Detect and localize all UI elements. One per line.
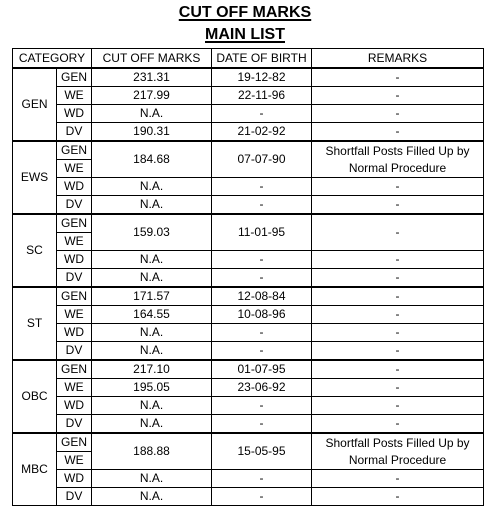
category-cell: OBC [13,360,57,433]
marks-cell: N.A. [92,415,212,434]
table-row [13,287,484,306]
header-remarks: REMARKS [312,49,484,69]
remarks-cell: - [312,360,484,379]
sub-category-cell: GEN [57,360,92,379]
table-row [13,214,484,233]
sub-category-cell: WD [57,470,92,488]
remarks-cell: - [312,214,484,251]
sub-category-cell: WE [57,452,92,470]
dob-cell: 23-06-92 [212,379,312,397]
marks-cell: N.A. [92,105,212,123]
sub-category-cell: WD [57,397,92,415]
remarks-cell: - [312,87,484,105]
category-cell: MBC [13,433,57,506]
category-cell: EWS [13,141,57,214]
sub-category-cell: WE [57,306,92,324]
remarks-cell: - [312,470,484,488]
dob-cell: 07-07-90 [212,141,312,178]
remarks-cell: Shortfall Posts Filled Up by Normal Procedure [312,433,484,470]
category-cell: GEN [13,68,57,141]
marks-cell: N.A. [92,342,212,361]
marks-cell: N.A. [92,488,212,506]
category-cell: ST [13,287,57,360]
table-row [13,68,484,87]
dob-cell: - [212,324,312,342]
dob-cell: - [212,470,312,488]
sub-category-cell: WD [57,105,92,123]
table-row [13,105,484,123]
header-cut-off-marks: CUT OFF MARKS [92,49,212,69]
dob-cell: 11-01-95 [212,214,312,251]
marks-cell: N.A. [92,470,212,488]
dob-cell: 12-08-84 [212,287,312,306]
remarks-cell: Shortfall Posts Filled Up by Normal Procedure [312,141,484,178]
dob-cell: 21-02-92 [212,123,312,142]
title-main-list: MAIN LIST [205,26,285,43]
table-row [13,470,484,488]
remarks-cell: - [312,251,484,269]
table-row [13,415,484,434]
sub-category-cell: WE [57,233,92,251]
dob-cell: - [212,488,312,506]
dob-cell: 15-05-95 [212,433,312,470]
remarks-cell: - [312,178,484,196]
dob-cell: - [212,269,312,288]
remarks-cell: - [312,324,484,342]
table-row [13,87,484,105]
sub-category-cell: WE [57,379,92,397]
remarks-cell: - [312,397,484,415]
table-row [13,306,484,324]
sub-category-cell: GEN [57,433,92,452]
marks-cell: 184.68 [92,141,212,178]
sub-category-cell: WD [57,251,92,269]
remarks-cell: - [312,379,484,397]
dob-cell: 19-12-82 [212,68,312,87]
header-date-of-birth: DATE OF BIRTH [212,49,312,69]
dob-cell: - [212,342,312,361]
remarks-cell: - [312,68,484,87]
table-row [13,488,484,506]
sub-category-cell: WD [57,324,92,342]
header-category: CATEGORY [13,49,92,69]
remarks-cell: - [312,306,484,324]
table-row [13,123,484,142]
sub-category-cell: WE [57,160,92,178]
remarks-cell: - [312,105,484,123]
dob-cell: - [212,178,312,196]
marks-cell: N.A. [92,251,212,269]
category-cell: SC [13,214,57,287]
table-row [13,251,484,269]
marks-cell: N.A. [92,397,212,415]
cut-off-marks-table [12,48,484,506]
remarks-cell: - [312,287,484,306]
sub-category-cell: WD [57,178,92,196]
remarks-cell: - [312,415,484,434]
dob-cell: 22-11-96 [212,87,312,105]
sub-category-cell: DV [57,488,92,506]
table-body [13,68,484,506]
sub-category-cell: WE [57,87,92,105]
table-row [13,397,484,415]
dob-cell: 01-07-95 [212,360,312,379]
table-row [13,360,484,379]
header-row [13,49,484,69]
marks-cell: 231.31 [92,68,212,87]
dob-cell: - [212,105,312,123]
marks-cell: 190.31 [92,123,212,142]
dob-cell: - [212,196,312,215]
marks-cell: N.A. [92,178,212,196]
sub-category-cell: DV [57,415,92,434]
table-row [13,324,484,342]
marks-cell: 195.05 [92,379,212,397]
marks-cell: 217.10 [92,360,212,379]
marks-cell: 217.99 [92,87,212,105]
sub-category-cell: GEN [57,68,92,87]
marks-cell: 188.88 [92,433,212,470]
remarks-cell: - [312,488,484,506]
table-row [13,342,484,361]
title-cut-off-marks: CUT OFF MARKS [178,4,312,21]
dob-cell: 10-08-96 [212,306,312,324]
marks-cell: N.A. [92,269,212,288]
sub-category-cell: DV [57,269,92,288]
remarks-cell: - [312,269,484,288]
table-row [13,178,484,196]
marks-cell: 164.55 [92,306,212,324]
table-row [13,269,484,288]
marks-cell: 171.57 [92,287,212,306]
sub-category-cell: DV [57,342,92,361]
table-row [13,433,484,452]
marks-cell: 159.03 [92,214,212,251]
remarks-cell: - [312,123,484,142]
sub-category-cell: DV [57,123,92,142]
marks-cell: N.A. [92,324,212,342]
table-row [13,379,484,397]
sub-category-cell: GEN [57,214,92,233]
sub-category-cell: GEN [57,141,92,160]
dob-cell: - [212,397,312,415]
remarks-cell: - [312,342,484,361]
remarks-cell: - [312,196,484,215]
marks-cell: N.A. [92,196,212,215]
table-row [13,141,484,160]
dob-cell: - [212,251,312,269]
sub-category-cell: GEN [57,287,92,306]
dob-cell: - [212,415,312,434]
sub-category-cell: DV [57,196,92,215]
table-row [13,196,484,215]
